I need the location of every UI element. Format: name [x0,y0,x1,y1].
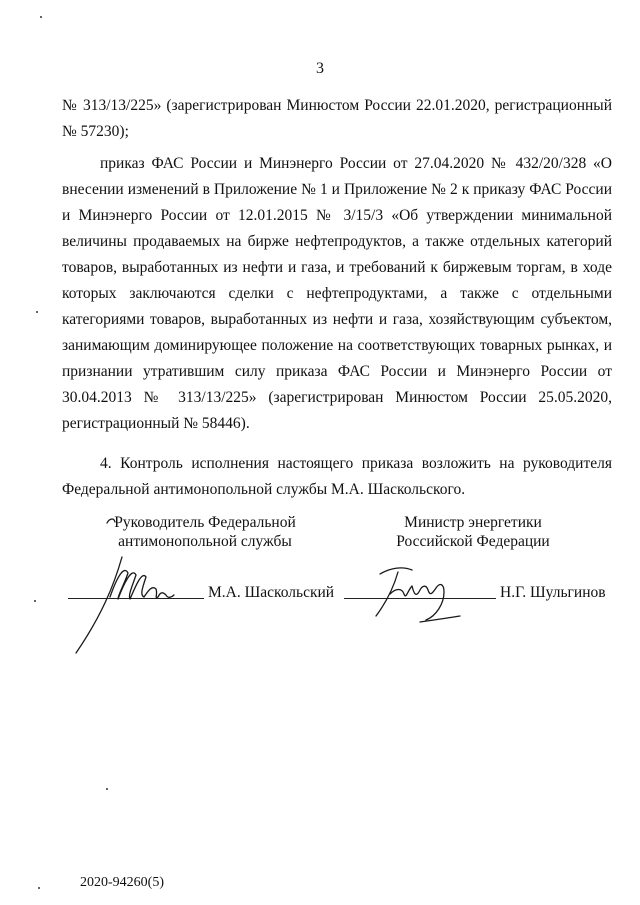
left-title-line1: Руководитель Федеральной [114,514,296,531]
scan-speck [36,311,38,313]
paragraph-continuation: № 313/13/225» (зарегистрирован Минюстом России 22.01.2020, регистрационный № 57230); [62,97,612,140]
scan-speck [40,16,42,18]
left-handwritten-signature [62,515,202,655]
right-signatory-title [388,513,558,551]
right-handwritten-signature [360,560,480,630]
scan-speck [34,600,36,602]
right-title-line1: Министр энергетики [404,514,542,531]
scan-speck [106,788,108,790]
page-number: 3 [316,60,324,77]
document-body [62,93,612,503]
left-title-line2: антимонопольной службы [118,533,292,550]
document-number: 2020-94260(5) [80,875,164,890]
right-title-line2: Российской Федерации [396,533,550,550]
left-signatory-name: М.А. Шаскольский [208,584,335,601]
right-signatory-name: Н.Г. Шульгинов [500,584,606,601]
paragraph-control-clause: 4. Контроль исполнения настоящего приказа возложить на руководителя Федеральной антимонопольной службы М.А. Шаскольского. [62,455,612,498]
paragraph-order-reference: приказ ФАС России и Минэнерго России от 27.04.2020 № 432/20/328 «О внесении изменений в Приложение № 1 и Приложение № 2 к приказу ФАС России и Минэнерго России от 12.01.2015 № 3/15/3 «Об утверждении минимальной величины продаваемых на бирже нефтепродуктов, а также отдельных категорий товаров, выработанных из нефти и газа, и требований к биржевым торгам, в ходе которых заключаются сделки с нефтепродуктами, а также с отдельными категориями товаров, выработанных из нефти и газа, хозяйствующим субъектом, занимающим доминирующее положение на соответствующих товарных рынках, и признании утратившим силу приказа ФАС России и Минэнерго России от 30.04.2013 № 313/13/225» (зарегистрирован Минюстом России 25.05.2020, регистрационный № 58446). [62,155,612,432]
scan-speck [38,887,40,889]
